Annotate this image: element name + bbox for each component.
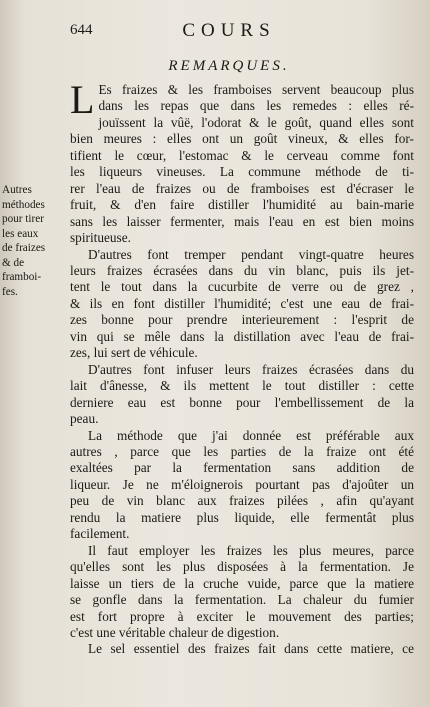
paragraph-3 bbox=[70, 362, 414, 428]
text-line: liqueur. Je ne m'éloignerois pourtant pas d'ajoûter un bbox=[70, 476, 414, 492]
page-number: 644 bbox=[70, 22, 93, 38]
margin-note-line: & de bbox=[2, 256, 25, 269]
text-line: Il faut employer les fraizes les plus meures, parce bbox=[88, 542, 414, 558]
page-header bbox=[62, 20, 396, 44]
margin-note-line: pour tirer bbox=[2, 213, 44, 225]
paragraph-1 bbox=[70, 77, 414, 247]
text-line: autres , parce que les parties de la fraize ont été bbox=[70, 443, 414, 459]
text-line: peau. bbox=[70, 411, 99, 427]
text-line: c'est une véritable chaleur de digestion. bbox=[70, 624, 280, 640]
text-line: Le sel essentiel des fraizes fait dans cette matiere, ce bbox=[88, 641, 414, 657]
text-line: sans les laisser fermenter, mais l'eau en est bien moins bbox=[70, 213, 414, 229]
section-title: REMARQUES. bbox=[168, 58, 290, 74]
paragraph-5 bbox=[70, 543, 414, 642]
text-line: & ils en font distiller l'humidité; c'est une eau de frai- bbox=[70, 295, 414, 311]
text-line: qu'elles sont les plus disposées à la fermentation. Je bbox=[70, 559, 414, 575]
text-line: peu de vin blanc aux fraizes pilées , afin qu'ayant bbox=[70, 493, 414, 509]
margin-note-line: fes. bbox=[2, 285, 18, 298]
text-line: tent le tout dans la cucurbite de verre ou de grez , bbox=[70, 279, 414, 295]
text-line: se gonfle dans la fermentation. La chaleur du fumier bbox=[70, 592, 414, 608]
text-line: La méthode que j'ai donnée est préférable aux bbox=[88, 427, 414, 443]
text-line: bien meures : elles ont un goût vineux, & elles for- bbox=[70, 131, 414, 147]
text-line: leurs fraizes écrasées dans du vin blanc, puis ils jet- bbox=[70, 262, 414, 278]
paragraph-4 bbox=[70, 428, 414, 543]
margin-note bbox=[2, 183, 68, 299]
margin-note-line: les eaux bbox=[2, 227, 39, 240]
text-line: D'autres font infuser leurs fraizes écrasées dans du bbox=[88, 361, 414, 377]
text-line: lait d'ânesse, & ils mettent le tout distiller : cette bbox=[70, 378, 414, 394]
text-line: vin qui se mêle dans la distillation avec l'eau de frai- bbox=[70, 328, 414, 344]
margin-note-line: de fraizes bbox=[2, 242, 46, 254]
text-line: facilement. bbox=[70, 526, 130, 542]
text-line: fruit, & d'en faire distiller l'humidité au bain-marie bbox=[70, 197, 414, 213]
text-line: derniere eau est bonne pour l'embellissement de la bbox=[70, 394, 414, 410]
text-line: zes bonne pour prendre interieurement : l'esprit de bbox=[70, 312, 414, 328]
drop-cap: L bbox=[70, 77, 95, 122]
text-line: rer l'eau de fraizes ou de framboises est d'écraser le bbox=[70, 180, 414, 196]
text-line: jouïssent la vûë, l'odorat & le goût, quand elles sont bbox=[98, 114, 414, 130]
paragraph-2 bbox=[70, 247, 414, 362]
text-line: tifient le cœur, l'estomac & le cerveau comme font bbox=[70, 147, 414, 163]
text-line: Es fraizes & les framboises servent beaucoup plus bbox=[98, 82, 414, 97]
paragraph-6 bbox=[70, 641, 414, 657]
text-line: D'autres font tremper pendant vingt-quatre heures bbox=[88, 246, 414, 262]
text-line: est fort propre à exciter le mouvement des parties; bbox=[70, 608, 414, 624]
text-line: spiritueuse. bbox=[70, 230, 131, 246]
text-line: les liqueurs vineuses. La commune méthode de ti- bbox=[70, 164, 414, 180]
margin-note-line: Autres bbox=[2, 184, 32, 196]
margin-note-line: méthodes bbox=[2, 198, 45, 211]
text-line: exaltées par la fermentation sans addition de bbox=[70, 460, 414, 476]
text-line: dans les repas que dans les remedes : elles ré- bbox=[98, 98, 414, 114]
body-text bbox=[70, 77, 414, 658]
margin-note-line: framboi- bbox=[2, 271, 42, 283]
running-head: COURS bbox=[182, 20, 276, 41]
text-line: laisse un tiers de la cruche vuide, parce que la matiere bbox=[70, 575, 414, 591]
text-line: rendu la matiere plus liquide, elle fermentât plus bbox=[70, 509, 414, 525]
text-line: zes, lui sert de véhicule. bbox=[70, 345, 198, 361]
